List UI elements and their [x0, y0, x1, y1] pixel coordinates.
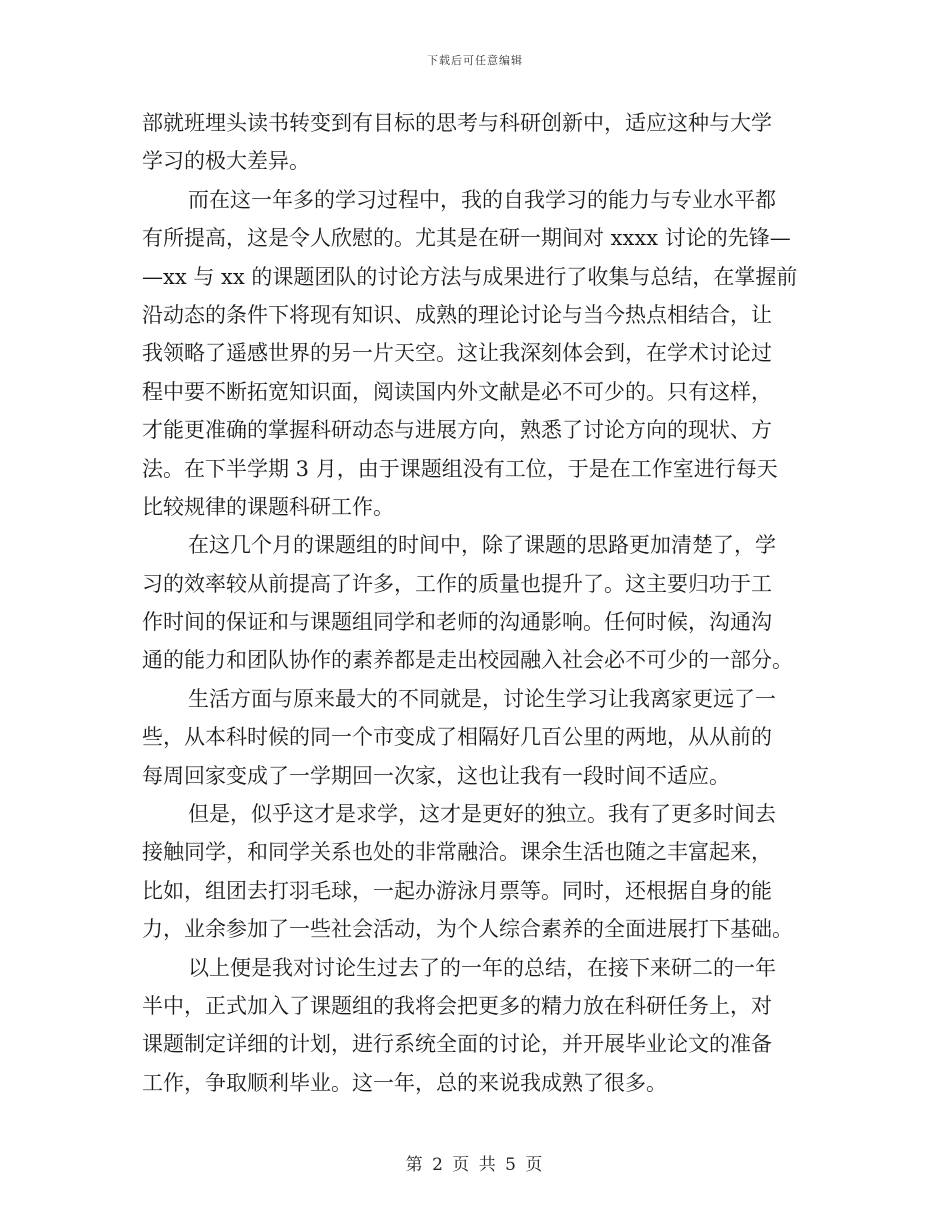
- text-line: 生活方面与原来最大的不同就是，讨论生学习让我离家更远了一: [188, 686, 776, 711]
- text-line: 比较规律的课题科研工作。: [142, 494, 394, 519]
- text-line: 作时间的保证和与课题组同学和老师的沟通影响。任何时候，沟通沟: [142, 610, 772, 635]
- text-line: 些，从本科时候的同一个市变成了相隔好几百公里的两地，从从前的: [142, 725, 772, 750]
- text-line: 以上便是我对讨论生过去了的一年的总结，在接下来研二的一年: [188, 955, 776, 980]
- text-line: 有所提高，这是令人欣慰的。尤其是在研一期间对 xxxx 讨论的先锋—: [142, 226, 791, 251]
- text-line: 在这几个月的课题组的时间中，除了课题的思路更加清楚了，学: [188, 533, 776, 558]
- text-line: 部就班埋头读书转变到有目标的思考与科研创新中，适应这种与大学: [142, 111, 772, 135]
- text-line: 每周回家变成了一学期回一次家，这也让我有一段时间不适应。: [142, 763, 730, 788]
- text-line: 接触同学，和同学关系也处的非常融洽。课余生活也随之丰富起来，: [142, 840, 772, 865]
- document-body: [142, 104, 814, 1102]
- text-line: 力，业余参加了一些社会活动，为个人综合素养的全面进展打下基础。: [142, 917, 793, 942]
- text-line: 半中，正式加入了课题组的我将会把更多的精力放在科研任务上，对: [142, 993, 772, 1018]
- text-line: 我领略了遥感世界的另一片天空。这让我深刻体会到，在学术讨论过: [142, 341, 772, 366]
- text-line: 程中要不断拓宽知识面，阅读国内外文献是必不可少的。只有这样，: [142, 379, 772, 404]
- text-line: 工作，争取顺利毕业。这一年，总的来说我成熟了很多。: [142, 1070, 667, 1095]
- text-line: 沿动态的条件下将现有知识、成熟的理论讨论与当今热点相结合，让: [142, 302, 772, 327]
- text-line: 比如，组团去打羽毛球，一起办游泳月票等。同时，还根据自身的能: [142, 878, 772, 903]
- text-line: 习的效率较从前提高了许多，工作的质量也提升了。这主要归功于工: [142, 571, 772, 596]
- text-line: 课题制定详细的计划，进行系统全面的讨论，并开展毕业论文的准备: [142, 1032, 772, 1057]
- text-line: 通的能力和团队协作的素养都是走出校园融入社会必不可少的一部分。: [142, 648, 793, 673]
- text-line: 才能更准确的掌握科研动态与进展方向，熟悉了讨论方向的现状、方: [142, 418, 772, 443]
- text-line: 而在这一年多的学习过程中，我的自我学习的能力与专业水平都: [188, 187, 776, 212]
- page-number: 第 2 页 共 5 页: [405, 1155, 545, 1175]
- page-header-note: 下载后可任意编辑: [427, 54, 523, 67]
- text-line: 但是，似乎这才是求学，这才是更好的独立。我有了更多时间去: [188, 802, 776, 827]
- text-line: 法。在下半学期 3 月，由于课题组没有工位，于是在工作室进行每天: [142, 456, 778, 481]
- text-line: 学习的极大差异。: [142, 149, 310, 174]
- text-line: —xx 与 xx 的课题团队的讨论方法与成果进行了收集与总结，在掌握前: [142, 264, 798, 289]
